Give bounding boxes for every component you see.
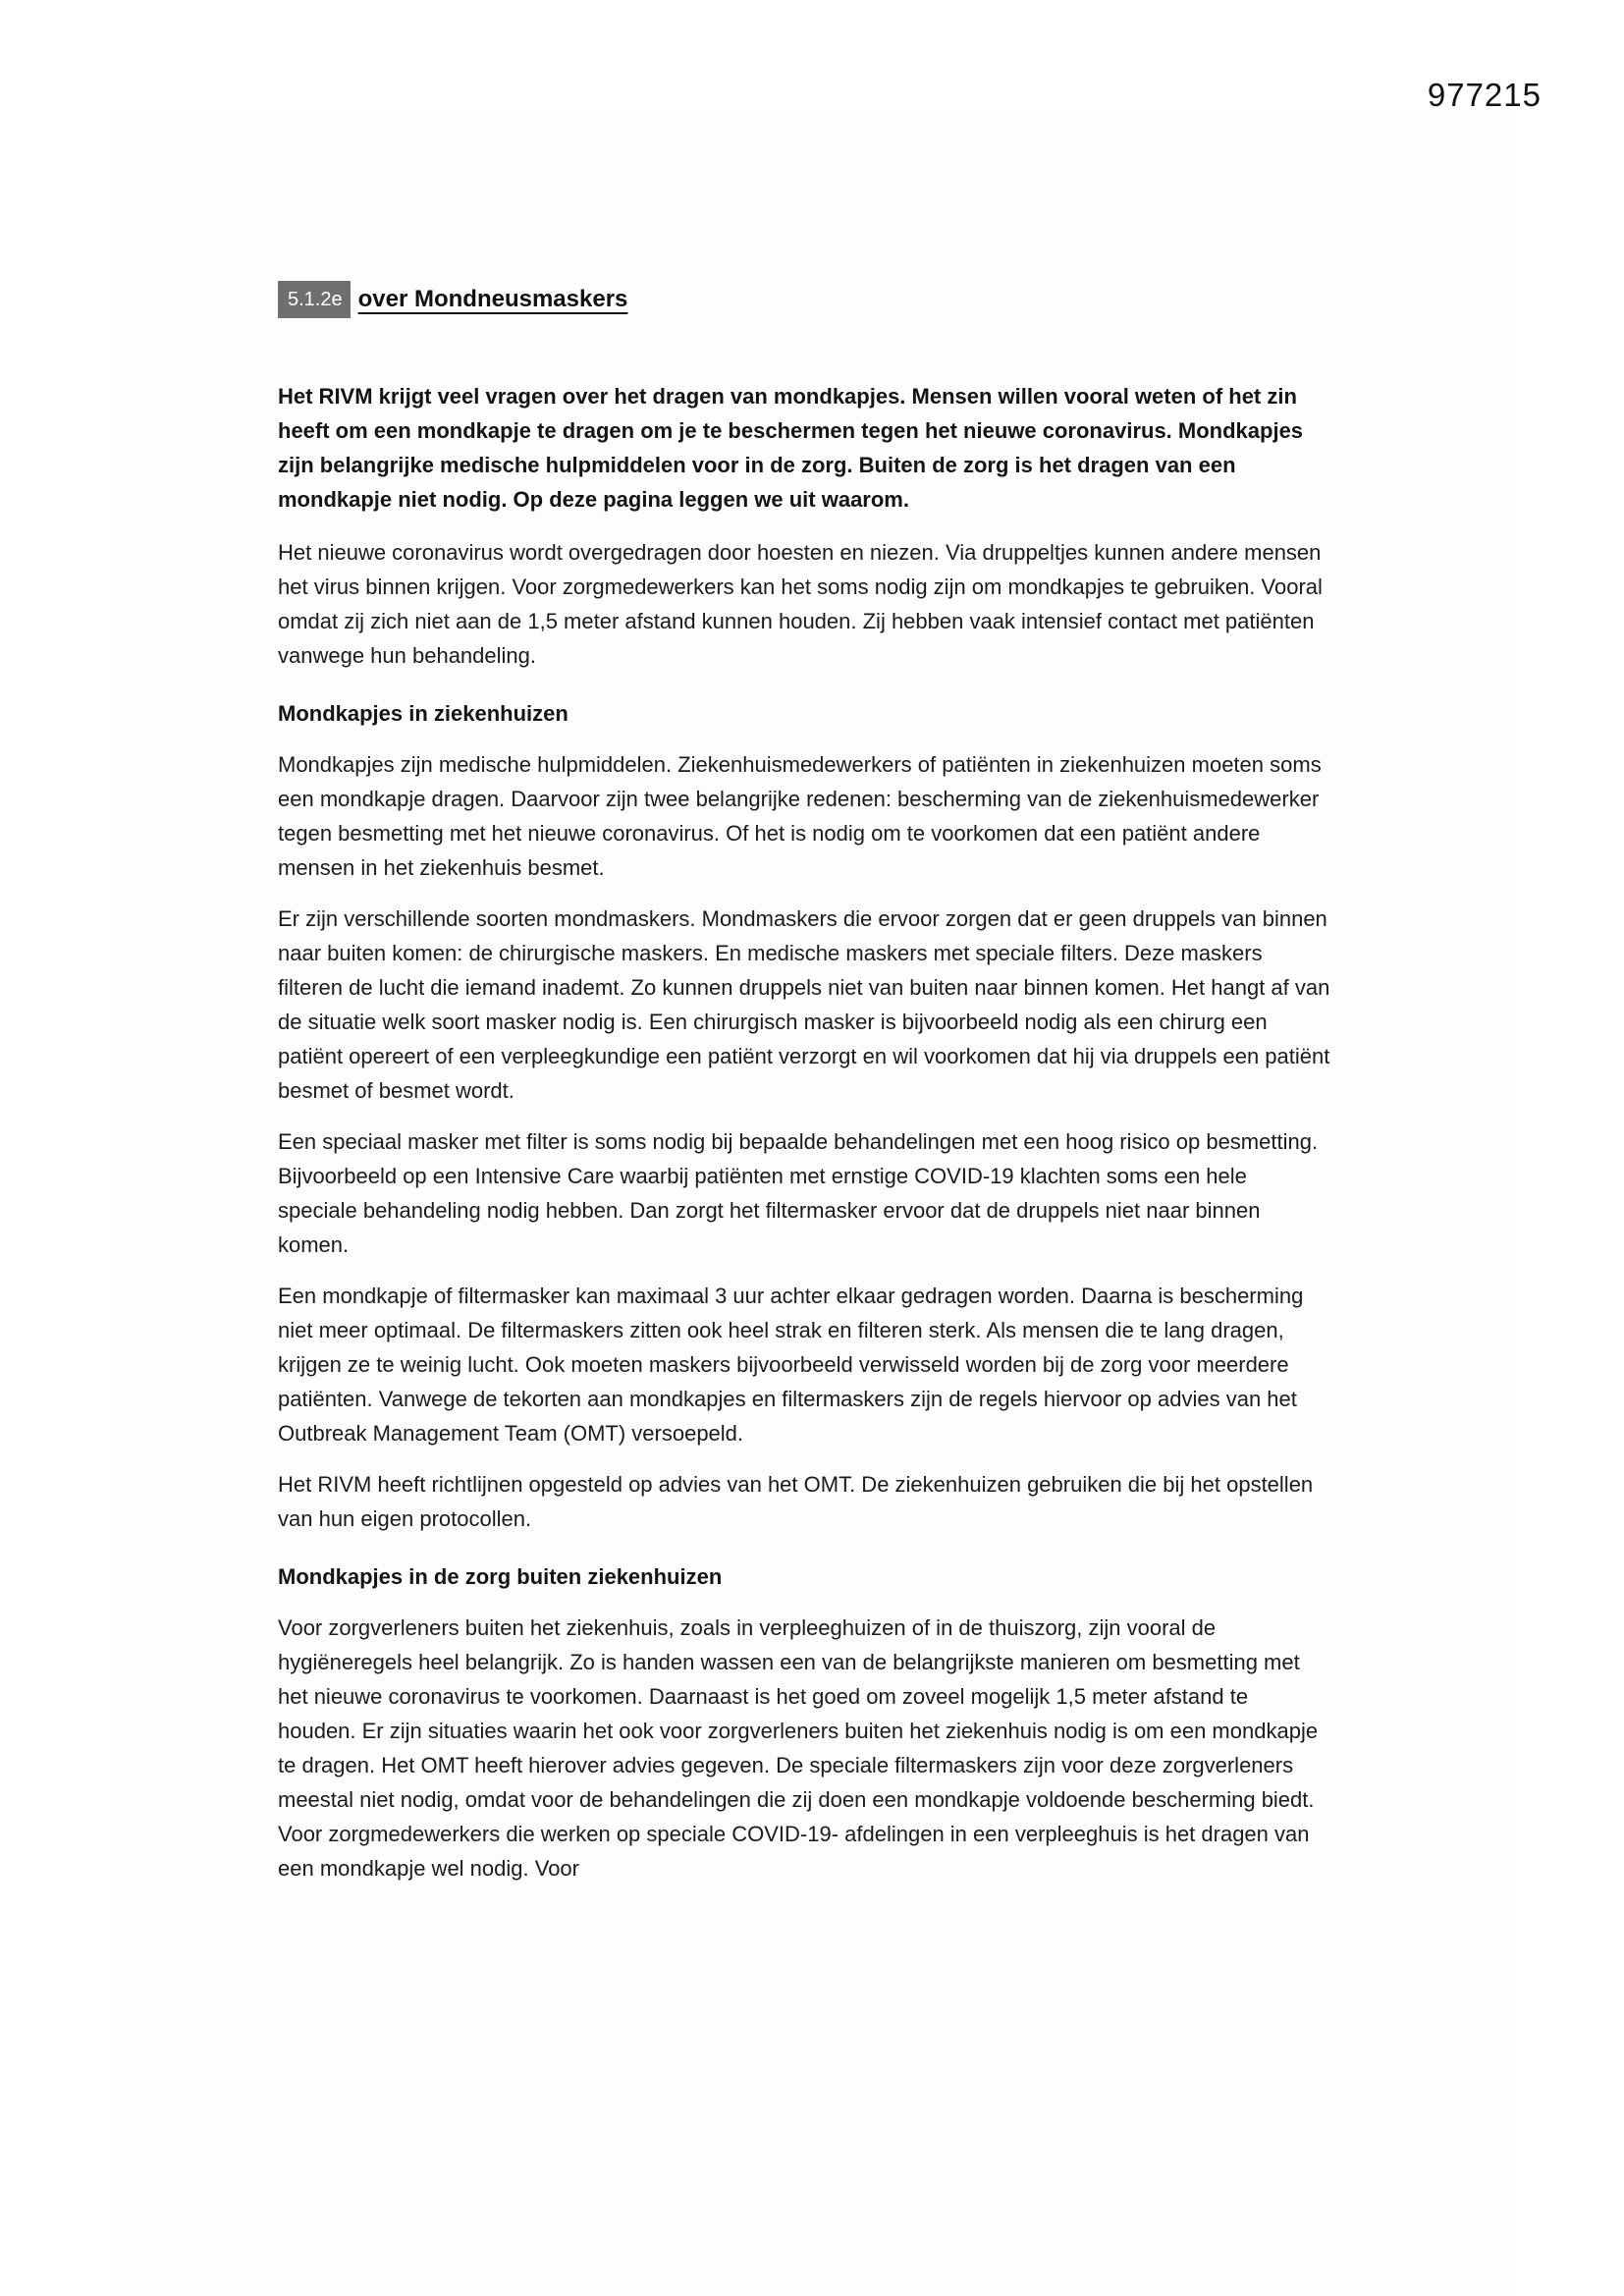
document-number: 977215 [1427,77,1542,113]
document-content [278,281,1330,1902]
section-heading-hospitals: Mondkapjes in ziekenhuizen [278,701,568,726]
section-heading-care-outside-hospitals: Mondkapjes in de zorg buiten ziekenhuizen [278,1564,723,1589]
paragraph-filter-mask: Een speciaal masker met filter is soms nodig bij bepaalde behandelingen met een hoog risico op besmetting. Bijvoorbeeld op een Intensive Care waarbij patiënten met ernstige COVID-19 klachten soms een hele speciale behandeling nodig hebben. Dan zorgt het filtermasker ervoor dat de druppels niet naar binnen komen. [278,1129,1319,1257]
page-title: over Mondneusmaskers [357,286,628,312]
paragraph-care-outside-hospitals: Voor zorgverleners buiten het ziekenhuis, zoals in verpleeghuizen of in de thuiszorg, zijn vooral de hygiëneregels heel belangrijk. Zo is handen wassen een van de belangrijkste manieren om besmetting met het nieuwe coronavirus te voorkomen. Daarnaast is het goed om zoveel mogelijk 1,5 meter afstand te houden. Er zijn situaties waarin het ook voor zorgverleners buiten het ziekenhuis nodig is om een mondkapje te dragen. Het OMT heeft hierover advies gegeven. De speciale filtermaskers zijn voor deze zorgverleners meestal niet nodig, omdat voor de behandelingen die zij doen een mondkapje voldoende bescherming biedt. Voor zorgmedewerkers die werken op speciale COVID-19- afdelingen in een verpleeghuis is het dragen van een mondkapje wel nodig. Voor [278,1615,1319,1881]
paragraph-max-duration: Een mondkapje of filtermasker kan maximaal 3 uur achter elkaar gedragen worden. Daarna is bescherming niet meer optimaal. De filtermaskers zitten ook heel strak en filteren sterk. Als mensen die te lang dragen, krijgen ze te weinig lucht. Ook moeten maskers bijvoorbeeld verwisseld worden bij de zorg voor meerdere patiënten. Vanwege de tekorten aan mondkapjes en filtermaskers zijn de regels hiervoor op advies van het Outbreak Management Team (OMT) versoepeld. [278,1284,1304,1446]
paragraph-virus-transmission: Het nieuwe coronavirus wordt overgedragen door hoesten en niezen. Via druppeltjes kunnen andere mensen het virus binnen krijgen. Voor zorgmedewerkers kan het soms nodig zijn om mondkapjes te gebruiken. Vooral omdat zij zich niet aan de 1,5 meter afstand kunnen houden. Zij hebben vaak intensief contact met patiënten vanwege hun behandeling. [278,540,1323,668]
paragraph-rivm-guidelines: Het RIVM heeft richtlijnen opgesteld op advies van het OMT. De ziekenhuizen gebruiken die bij het opstellen van hun eigen protocollen. [278,1472,1314,1531]
document-body [278,379,1330,1886]
paragraph-mask-types: Er zijn verschillende soorten mondmaskers. Mondmaskers die ervoor zorgen dat er geen druppels van binnen naar buiten komen: de chirurgische maskers. En medische maskers met speciale filters. Deze maskers filteren de lucht die iemand inademt. Zo kunnen druppels niet van buiten naar binnen komen. Het hangt af van de situatie welk soort masker nodig is. Een chirurgisch masker is bijvoorbeeld nodig als een chirurg een patiënt opereert of een verpleegkundige een patiënt verzorgt en wil voorkomen dat hij via druppels een patiënt besmet of besmet wordt. [278,906,1330,1103]
redaction-box: 5.1.2e [278,281,351,318]
intro-paragraph: Het RIVM krijgt veel vragen over het dragen van mondkapjes. Mensen willen vooral weten of het zin heeft om een mondkapje te dragen om je te beschermen tegen het nieuwe coronavirus. Mondkapjes zijn belangrijke medische hulpmiddelen voor in de zorg. Buiten de zorg is het dragen van een mondkapje niet nodig. Op deze pagina leggen we uit waarom. [278,384,1304,512]
paragraph-hospital-masks: Mondkapjes zijn medische hulpmiddelen. Ziekenhuismedewerkers of patiënten in ziekenhuizen moeten soms een mondkapje dragen. Daarvoor zijn twee belangrijke redenen: bescherming van de ziekenhuismedewerker tegen besmetting met het nieuwe coronavirus. Of het is nodig om te voorkomen dat een patiënt andere mensen in het ziekenhuis besmet. [278,752,1322,880]
document-title-row [278,281,1330,318]
